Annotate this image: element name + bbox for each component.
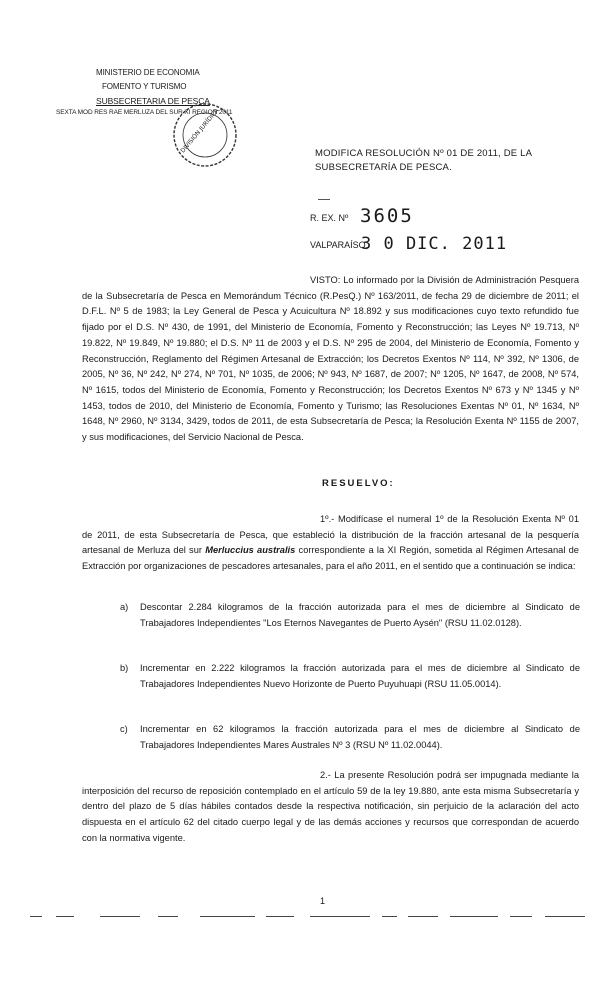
- resolution-number: 3605: [360, 205, 414, 227]
- list-item-label: b): [120, 663, 129, 673]
- stamp-text: DIVISIÓN JURÍDICA: [179, 107, 221, 155]
- subject-line: MODIFICA RESOLUCIÓN Nº 01 DE 2011, DE LA SUBSECRETARÍA DE PESCA.: [315, 148, 532, 173]
- ministry-subname: FOMENTO Y TURISMO: [102, 82, 187, 91]
- resolution-date: 3 0 DIC. 2011: [361, 234, 508, 254]
- list-item-label: a): [120, 602, 129, 612]
- article-1: [82, 512, 579, 575]
- resuelvo-heading: RESUELVO:: [322, 478, 395, 489]
- list-item: [120, 722, 580, 753]
- species-name: Merluccius australis: [205, 545, 296, 556]
- list-item: [120, 600, 580, 631]
- visto-paragraph: VISTO: Lo informado por la División de Administración Pesquera de la Subsecretaría de Pesca en Memorándum Técnico (R.PesQ.) Nº 163/2011, de fecha 29 de diciembre de 2011; el D.F.L. Nº 5 de 1983; la Ley General de Pesca y Acuicultura Nº 18.892 y sus modificaciones cuyo texto refundido fue fijado por el D.S. Nº 430, de 1991, del Ministerio de Economía, Fomento y Reconstrucción; las Leyes Nº 19.713, Nº 19.822, Nº 19.849, Nº 19.880; el D.S. Nº 11 de 2003 y el D.S. Nº 295 de 2004, del Ministerio de Economía, Fomento y Reconstrucción, Reglamento del Régimen Artesanal de Extracción; los Decretos Exentos Nº 114, Nº 392, Nº 1306, de 2005, Nº 36, Nº 242, Nº 274, Nº 701, Nº 1035, de 2006; Nº 943, Nº 1687, de 2007; Nº 1205, Nº 1647, de 2008, Nº 574, Nº 1615, todos del Ministerio de Economía, Fomento y Reconstrucción; los Decretos Exentos Nº 673 y Nº 1345 y Nº 1453, todos de 2010, del Ministerio de Economía, Fomento y Turismo; las Resoluciones Exentas Nº 01, Nº 1634, Nº 1648, Nº 2960, Nº 3134, 3429, todos de 2011, de esta Subsecretaría de Pesca; la Resolución Exenta Nº 1155 de 2007, y sus modificaciones, del Servicio Nacional de Pesca.: [82, 275, 579, 443]
- article-1-text-cont: correspondiente a la XI Región, sometida al Régimen Artesanal de Extracción por organizaciones de pescadores artesanales, para el año 2011, en el sentido que a continuación se indica:: [82, 545, 579, 572]
- list-item-text: Incrementar en 2.222 kilogramos la fracción autorizada para el mes de diciembre al Sindicato de Trabajadores Independientes Nuevo Horizonte de Puerto Puyuhuapi (RSU 11.05.0014).: [140, 663, 580, 689]
- page-number: 1: [320, 896, 326, 906]
- legal-division-stamp: [170, 100, 240, 170]
- list-item-text: Incrementar en 62 kilogramos la fracción autorizada para el mes de diciembre al Sindicato de Trabajadores Independientes Mares Australes Nº 3 (RSU Nº 11.02.0044).: [140, 724, 580, 750]
- list-item-text: Descontar 2.284 kilogramos de la fracción autorizada para el mes de diciembre al Sindicato de Trabajadores Independientes "Los Eternos Navegantes de Puerto Aysén" (RSU 11.02.0128).: [140, 602, 580, 628]
- separator-dash: [318, 199, 330, 200]
- footer-rule: [30, 916, 590, 918]
- ministry-name: MINISTERIO DE ECONOMIA: [96, 68, 200, 77]
- article-2: 2.- La presente Resolución podrá ser impugnada mediante la interposición del recurso de reposición contemplado en el artículo 59 de la ley 19.880, ante esta misma Subsecretaría y dentro del plazo de 5 días hábiles contados desde la respectiva notificación, sin perjuicio de la aclaración del acto dispuesta en el artículo 62 del citado cuerpo legal y de las demás acciones y recursos que correspondan de acuerdo con la normativa vigente.: [82, 770, 579, 843]
- place-label: VALPARAÍSO,: [310, 240, 369, 250]
- subsecretaria-name: SUBSECRETARIA DE PESCA: [96, 96, 210, 106]
- article-1-text: 1º.- Modifícase el numeral 1º de la Resolución Exenta Nº 01 de 2011, de esta Subsecretaría de Pesca, que estableció la distribución de la fracción artesanal de la pesquería artesanal de Merluza del sur: [82, 514, 579, 556]
- list-item-label: c): [120, 724, 128, 734]
- document-reference: SEXTA MOD RES RAE MERLUZA DEL SUR XI REGION 2011: [56, 109, 233, 116]
- resolution-label: R. EX. Nº: [310, 213, 349, 223]
- list-item: [120, 661, 580, 692]
